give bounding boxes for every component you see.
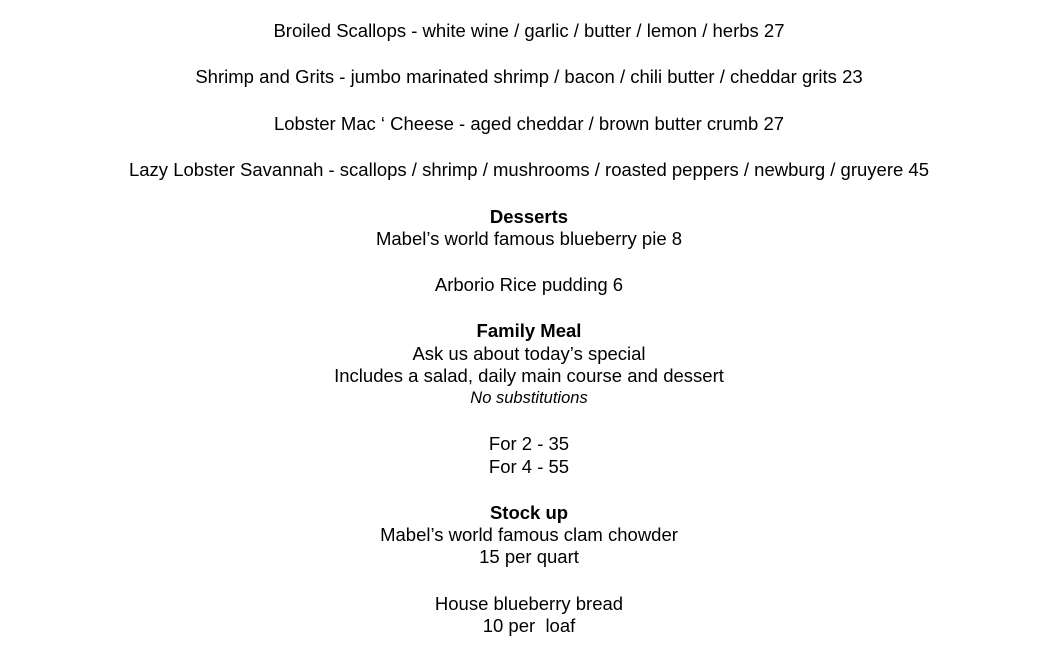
menu-item-lobster-mac-cheese: Lobster Mac ‘ Cheese - aged cheddar / brown butter crumb 27: [273, 112, 785, 134]
family-meal-note: No substitutions: [470, 389, 588, 408]
spacer: [0, 409, 1053, 433]
spacer: [0, 181, 1053, 205]
menu-item-blueberry-pie: Mabel’s world famous blueberry pie 8: [375, 227, 683, 249]
menu-item-rice-pudding: Arborio Rice pudding 6: [434, 274, 624, 296]
family-meal-price-for-4: For 4 - 55: [488, 455, 570, 477]
spacer: [0, 250, 1053, 274]
spacer: [0, 569, 1053, 593]
menu-item-lazy-lobster-savannah: Lazy Lobster Savannah - scallops / shrimp / mushrooms / roasted peppers / newburg / gruyere 45: [128, 159, 930, 181]
spacer: [0, 478, 1053, 502]
section-heading-family-meal: Family Meal: [476, 320, 582, 342]
family-meal-description: Includes a salad, daily main course and dessert: [334, 364, 724, 386]
stock-up-blueberry-bread: House blueberry bread: [434, 592, 624, 614]
section-heading-desserts: Desserts: [489, 205, 569, 227]
menu-item-broiled-scallops: Broiled Scallops - white wine / garlic / butter / lemon / herbs 27: [273, 20, 785, 41]
menu-item-shrimp-and-grits: Shrimp and Grits - jumbo marinated shrimp / bacon / chili butter / cheddar grits 23: [195, 66, 863, 88]
spacer: [0, 296, 1053, 320]
family-meal-price-for-2: For 2 - 35: [488, 433, 570, 455]
stock-up-clam-chowder-price: 15 per quart: [479, 546, 579, 568]
stock-up-clam-chowder: Mabel’s world famous clam chowder: [380, 524, 678, 546]
section-heading-stock-up: Stock up: [489, 501, 569, 523]
spacer: [0, 42, 1053, 66]
spacer: [0, 135, 1053, 159]
menu-document: [0, 20, 1053, 637]
stock-up-blueberry-bread-price: 10 per loaf: [482, 614, 576, 636]
family-meal-special: Ask us about today’s special: [412, 342, 646, 364]
spacer: [0, 89, 1053, 113]
